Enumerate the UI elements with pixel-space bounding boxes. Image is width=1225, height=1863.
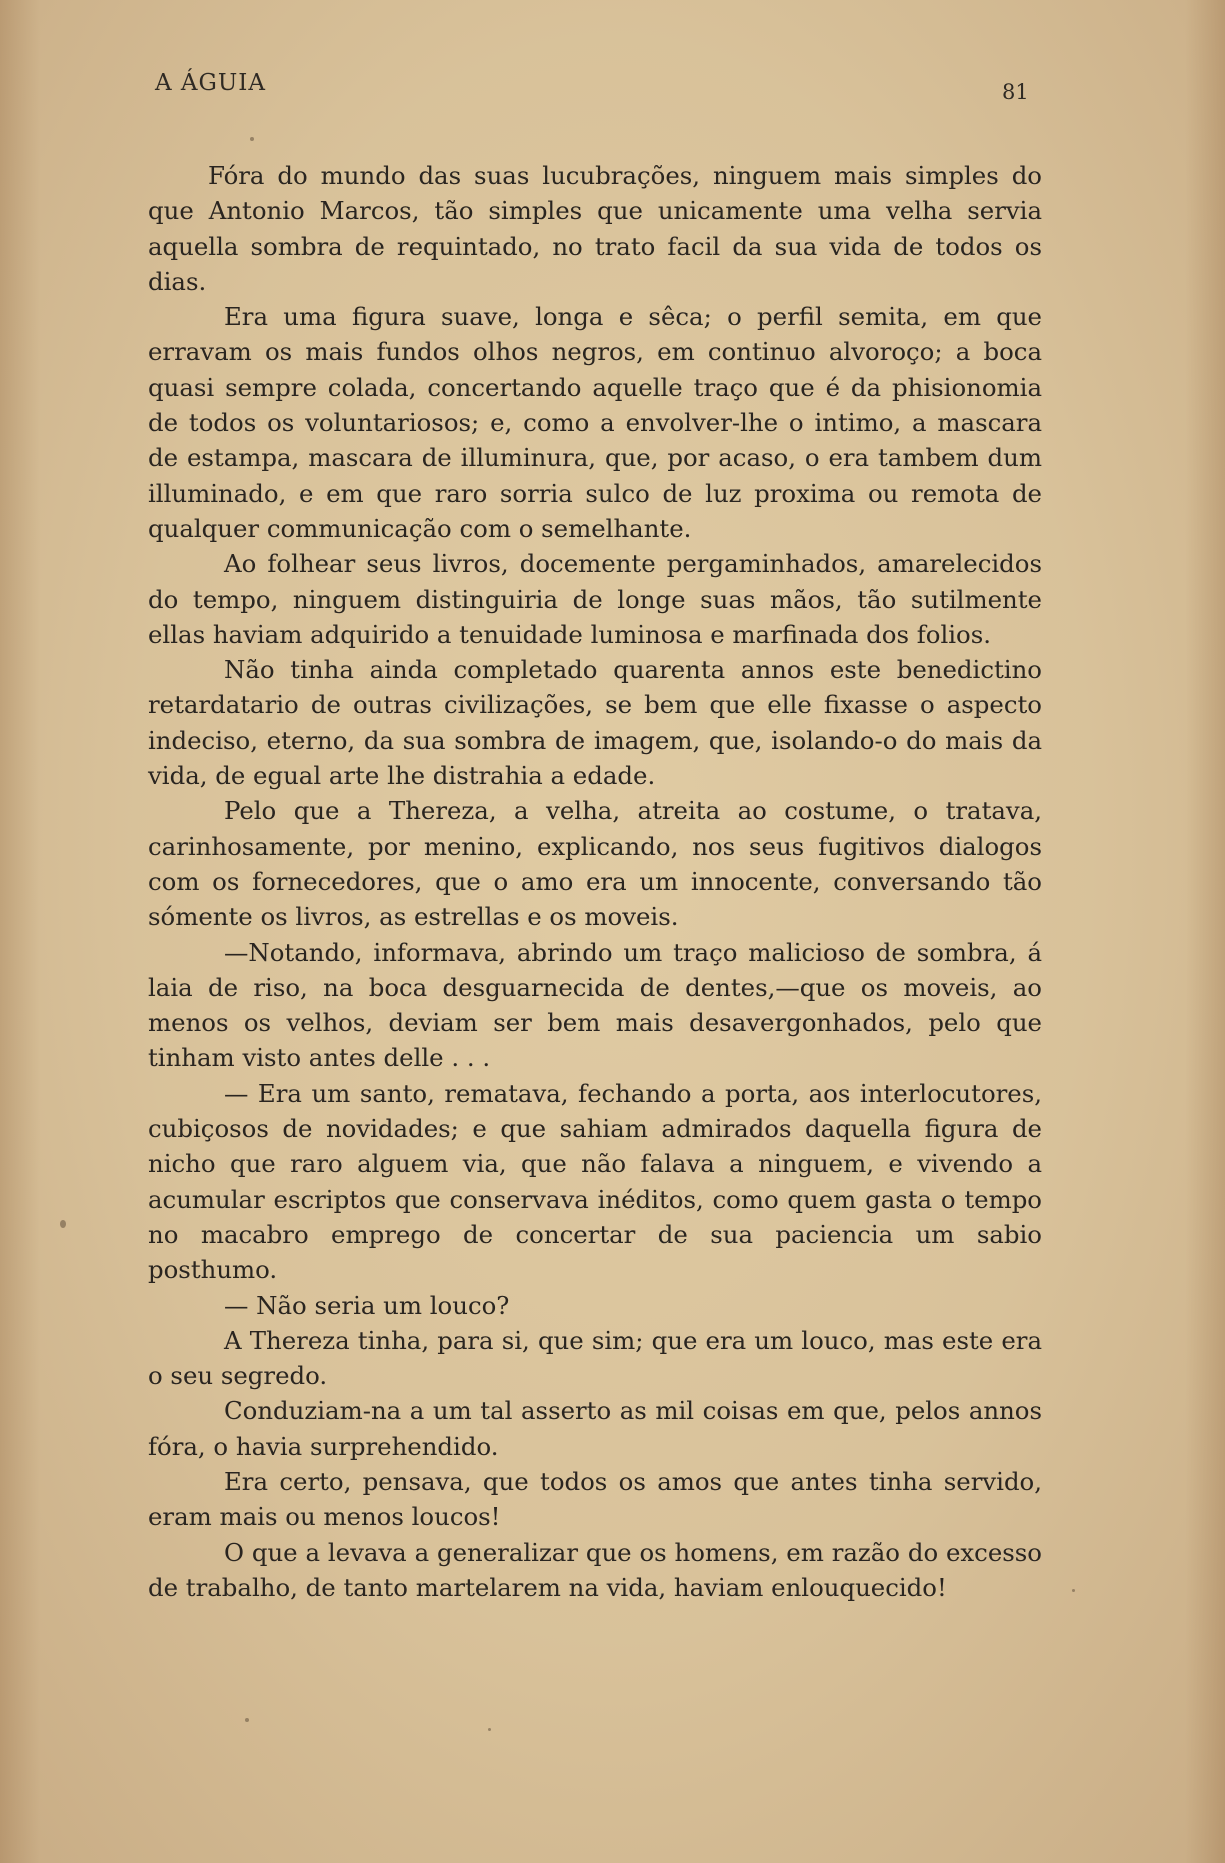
paragraph: — Não seria um louco?: [224, 1290, 510, 1320]
body-text: [148, 158, 1042, 1605]
paragraph: Ao folhear seus livros, docemente pergaminhados, amarelecidos do tempo, ninguem distinguiria de longe suas mãos, tão sutilmente ellas haviam adquirido a tenuidade luminosa e marfinada dos folios.: [148, 549, 1042, 649]
paper-speck: [60, 1220, 66, 1228]
paragraph: Era certo, pensava, que todos os amos que antes tinha servido, eram mais ou menos loucos!: [148, 1466, 1042, 1532]
paragraph: — Era um santo, rematava, fechando a porta, aos interlocutores, cubiçosos de novidades; e que sahiam admirados daquella figura de nicho que raro alguem via, que não falava a ninguem, e vivendo a acumular escriptos que conservava inéditos, como quem gasta o tempo no macabro emprego de concertar de sua paciencia um sabio posthumo.: [148, 1078, 1042, 1285]
paper-speck: [250, 137, 254, 141]
paper-speck: [245, 1718, 249, 1722]
paragraph: Pelo que a Thereza, a velha, atreita ao costume, o tratava, carinhosamente, por menino, explicando, nos seus fugitivos dialogos com os fornecedores, que o amo era um innocente, conversando tão sómente os livros, as estrellas e os moveis.: [148, 796, 1042, 932]
paragraph: A Thereza tinha, para si, que sim; que era um louco, mas este era o seu segredo.: [148, 1325, 1042, 1391]
paragraph: Fóra do mundo das suas lucubrações, ninguem mais simples do que Antonio Marcos, tão simples que unicamente uma velha servia aquella sombra de requintado, no trato facil da sua vida de todos os dias.: [148, 161, 1042, 296]
paper-speck: [488, 1728, 491, 1731]
paragraph: Conduziam-na a um tal asserto as mil coisas em que, pelos annos fóra, o havia surprehendido.: [148, 1396, 1042, 1461]
paragraph: O que a levava a generalizar que os homens, em razão do excesso de trabalho, de tanto martelarem na vida, haviam enlouquecido!: [148, 1537, 1042, 1602]
paragraph: Não tinha ainda completado quarenta annos este benedictino retardatario de outras civilizações, se bem que elle fixasse o aspecto indeciso, eterno, da sua sombra de imagem, que, isolando-o do mais da vida, de egual arte lhe distrahia a edade.: [148, 655, 1042, 791]
paragraph: —Notando, informava, abrindo um traço malicioso de sombra, á laia de riso, na boca desguarnecida de dentes,—que os moveis, ao menos os velhos, deviam ser bem mais desavergonhados, pelo que tinham visto antes delle . . .: [148, 937, 1042, 1073]
running-head: A ÁGUIA: [155, 70, 266, 96]
page-number: 81: [1002, 80, 1029, 104]
paragraph: Era uma figura suave, longa e sêca; o perfil semita, em que erravam os mais fundos olhos negros, em continuo alvoroço; a boca quasi sempre colada, concertando aquelle traço que é da phisionomia de todos os voluntariosos; e, como a envolver-lhe o intimo, a mascara de estampa, mascara de illuminura, que, por acaso, o era tambem dum illuminado, e em que raro sorria sulco de luz proxima ou remota de qualquer communicação com o semelhante.: [148, 302, 1042, 543]
paper-speck: [1072, 1589, 1075, 1592]
